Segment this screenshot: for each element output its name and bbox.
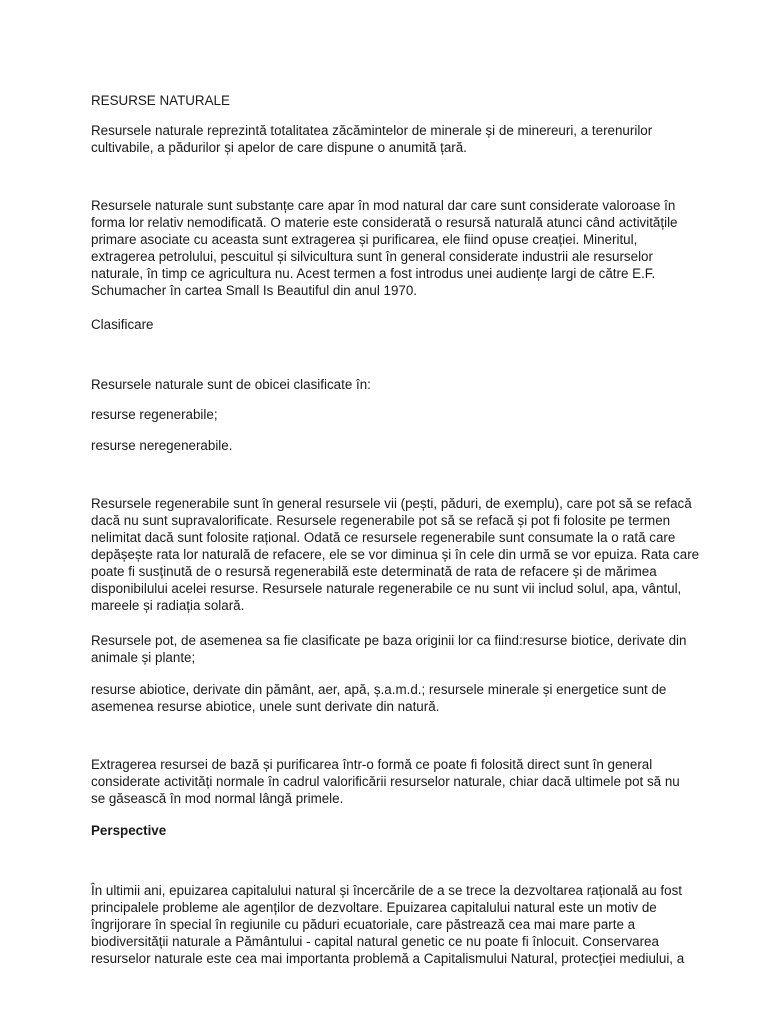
paragraph-line: mareele și radiația solară. xyxy=(91,598,245,613)
list-item-text: resurse neregenerabile. xyxy=(91,438,233,453)
paragraph-line: îngrijorare în special în regiunile cu păduri ecuatoriale, care păstrează cea mai mare parte a xyxy=(91,917,636,932)
paragraph-definition xyxy=(91,197,681,299)
paragraph-line: considerate activități normale în cadrul valorificării resurselor naturale, chiar dacă ultimele pot să nu xyxy=(91,774,680,789)
paragraph-extraction xyxy=(91,756,681,807)
paragraph-line: animale și plante; xyxy=(91,650,196,665)
paragraph-line: Resursele pot, de asemenea sa fie clasificate pe baza originii lor ca fiind:resurse biotice, derivate din xyxy=(91,633,687,648)
paragraph-line: biodiversității naturale a Pământului - capital natural genetic ce nu poate fi înlocuit. Conservarea xyxy=(91,934,659,949)
paragraph-line: În ultimii ani, epuizarea capitalului natural și încercările de a se trece la dezvoltarea rațională au fost xyxy=(91,883,682,898)
paragraph-line: Resursele naturale sunt de obicei clasificate în: xyxy=(91,377,371,392)
paragraph-line: Resursele naturale sunt substanțe care apar în mod natural dar care sunt considerate valoroase în xyxy=(91,198,676,213)
heading-line: Perspective xyxy=(91,823,167,838)
section-heading-clasificare xyxy=(91,316,681,333)
paragraph-line: extragerea petrolului, pescuitul și silvicultura sunt în general considerate industrii ale resurselor xyxy=(91,249,653,264)
section-heading-perspective xyxy=(91,822,681,839)
paragraph-renewable xyxy=(91,495,700,614)
paragraph-line: se găsească în mod normal lângă primele. xyxy=(91,791,344,806)
paragraph-line: Extragerea resursei de bază și purificarea într-o formă ce poate fi folosită direct sunt în general xyxy=(91,757,653,772)
paragraph-line: Resursele naturale reprezintă totalitatea zăcămintelor de minerale și de minereuri, a terenurilor xyxy=(91,123,653,138)
paragraph-line: Resursele regenerabile sunt în general resursele vii (pești, păduri, de exemplu), care pot să se refacă xyxy=(91,496,692,511)
paragraph-line: nelimitat dacă sunt folosite rațional. Odată ce resursele regenerabile sunt consumate la o rată care xyxy=(91,530,676,545)
paragraph-line: principalele probleme ale agenților de dezvoltare. Epuizarea capitalului natural este un motiv de xyxy=(91,900,657,915)
classification-intro xyxy=(91,376,681,393)
intro-paragraph xyxy=(91,122,681,156)
heading-line: Clasificare xyxy=(91,317,154,332)
paragraph-line: Schumacher în cartea Small Is Beautiful din anul 1970. xyxy=(91,283,418,298)
paragraph-line: dacă nu sunt supravalorificate. Resursele regenerabile pot să se refacă și pot fi folosite pe termen xyxy=(91,513,671,528)
paragraph-line: poate fi susținută de o resursă regenerabilă este determinată de rata de refacere și de mărimea xyxy=(91,564,657,579)
paragraph-perspective xyxy=(91,882,685,967)
paragraph-line: resurse abiotice, derivate din pământ, aer, apă, ș.a.m.d.; resursele minerale și energetice sunt de xyxy=(91,682,667,697)
paragraph-line: naturale, în timp ce agricultura nu. Acest termen a fost introdus unei audiențe largi de către E.F. xyxy=(91,266,656,281)
paragraph-origin-abiotic xyxy=(91,681,681,715)
paragraph-origin-biotic xyxy=(91,632,687,666)
paragraph-line: forma lor relativ nemodificată. O materie este considerată o resursă naturală atunci când activitățile xyxy=(91,215,678,230)
list-item-neregenerabile xyxy=(91,437,681,454)
paragraph-line: resurselor naturale este cea mai importanta problemă a Capitalismului Natural, protecției mediului, a xyxy=(91,951,685,966)
paragraph-line: cultivabile, a pădurilor și apelor de care dispune o anumită țară. xyxy=(91,140,467,155)
list-item-regenerabile xyxy=(91,406,681,423)
paragraph-line: asemenea resurse abiotice, unele sunt derivate din natură. xyxy=(91,699,440,714)
list-item-text: resurse regenerabile; xyxy=(91,407,218,422)
paragraph-line: disponibilului acelei resurse. Resursele naturale regenerabile ce nu sunt vii includ solul, apa, vântul, xyxy=(91,581,682,596)
document-title xyxy=(91,92,681,109)
paragraph-line: depășește rata lor naturală de refacere, ele se vor diminua și în cele din urmă se vor epuiza. Rata care xyxy=(91,547,700,562)
title-line: RESURSE NATURALE xyxy=(91,93,230,108)
paragraph-line: primare asociate cu aceasta sunt extragerea și purificarea, ele fiind opuse creației. Mineritul, xyxy=(91,232,638,247)
